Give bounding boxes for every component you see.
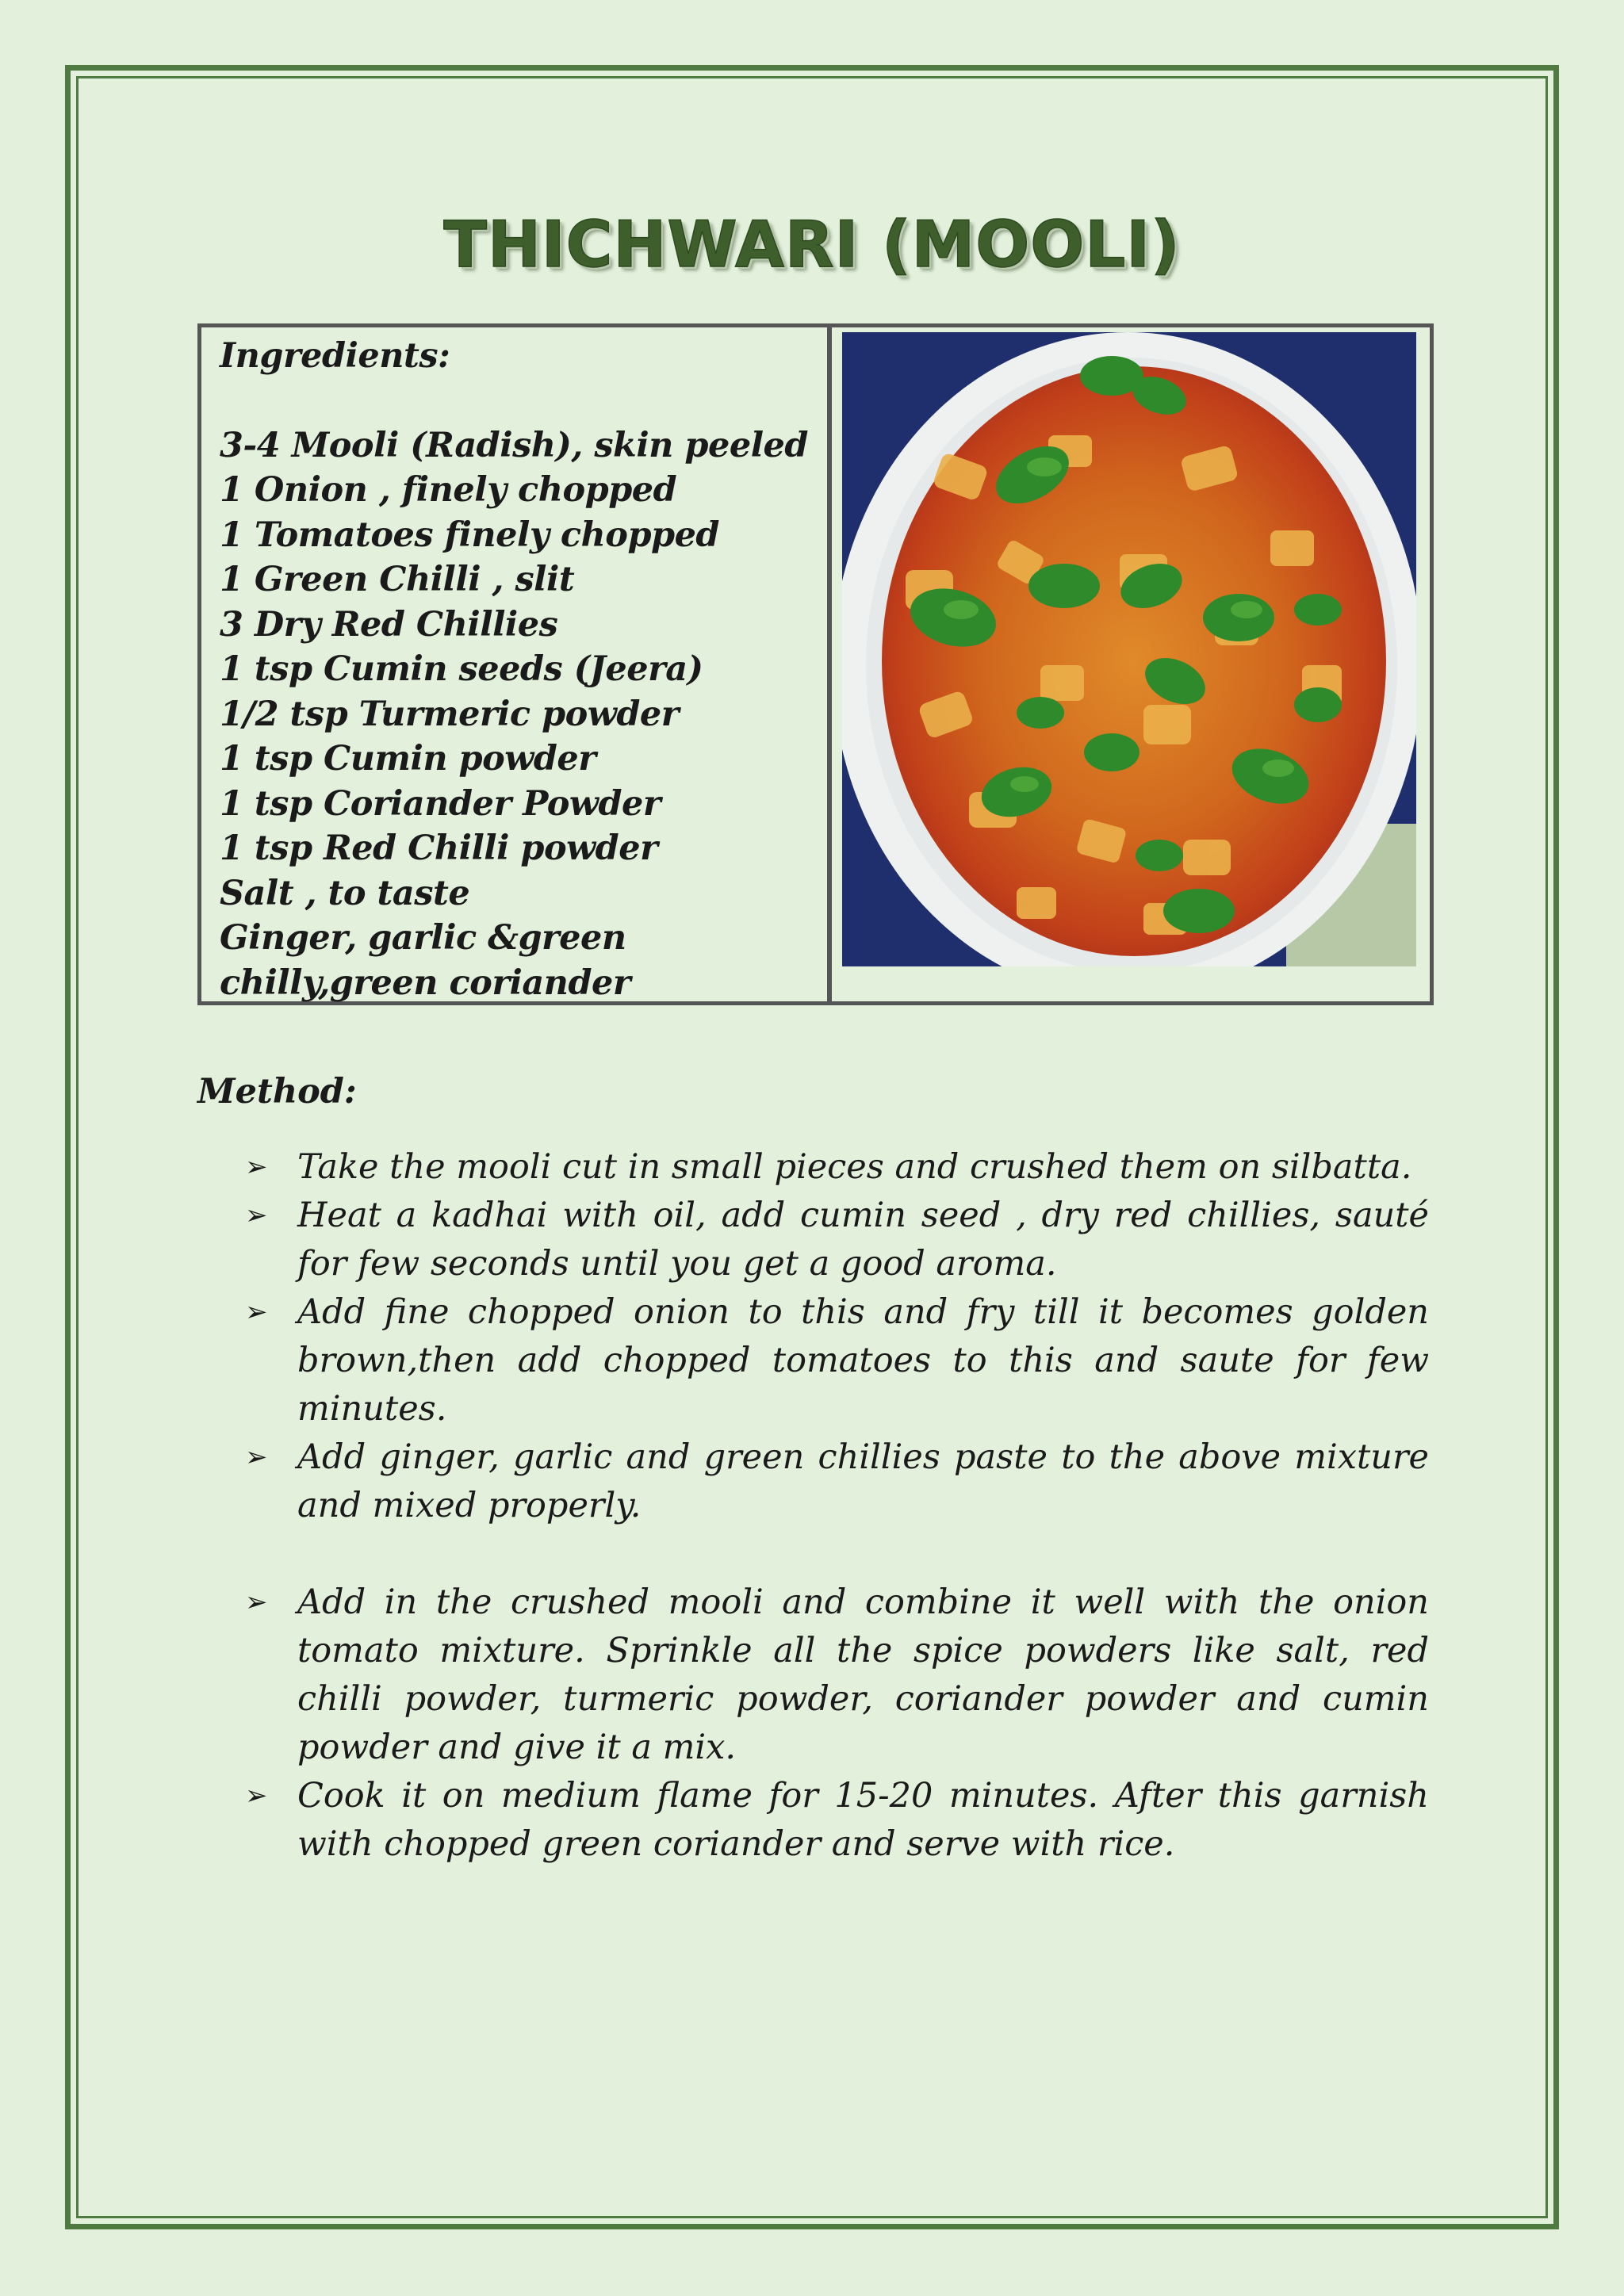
ingredient-item: Salt , to taste — [220, 873, 470, 913]
ingredient-item: 3 Dry Red Chillies — [220, 604, 558, 645]
arrow-bullet-icon: ➢ — [245, 1151, 268, 1183]
method-step-text: Add fine chopped onion to this and fry till it becomes golden brown,then add chopped tomatoes to this and saute for few minutes. — [297, 1292, 1429, 1429]
method-step — [242, 1143, 1429, 1192]
ingredient-item: 1 tsp Coriander Powder — [220, 783, 661, 824]
arrow-bullet-icon: ➢ — [245, 1780, 268, 1812]
ingredient-item: 1 tsp Cumin powder — [220, 739, 596, 779]
method-step — [242, 1288, 1429, 1433]
arrow-bullet-icon: ➢ — [245, 1586, 268, 1618]
ingredient-item: 1 tsp Cumin seeds (Jeera) — [220, 649, 703, 689]
ingredient-item: 1 tsp Red Chilli powder — [220, 828, 658, 868]
ingredient-item: Ginger, garlic &green chilly,green coriander — [220, 918, 631, 1003]
arrow-bullet-icon: ➢ — [245, 1296, 268, 1328]
arrow-bullet-icon: ➢ — [245, 1441, 268, 1473]
arrow-bullet-icon: ➢ — [245, 1200, 268, 1231]
ingredients-table — [197, 323, 1434, 1005]
ingredient-item: 1 Green Chilli , slit — [220, 560, 575, 599]
method-step — [242, 1578, 1429, 1772]
method-step — [242, 1772, 1429, 1869]
ingredients-heading: Ingredients: — [220, 336, 450, 376]
ingredients-list — [220, 423, 827, 1006]
ingredient-item: 1 Tomatoes finely chopped — [220, 515, 720, 555]
method-step-text: Take the mooli cut in small pieces and crushed them on silbatta. — [297, 1147, 1412, 1187]
image-cell — [832, 327, 1430, 1001]
ingredient-item: 3-4 Mooli (Radish), skin peeled — [220, 425, 808, 465]
method-step — [242, 1192, 1429, 1288]
method-step-text: Cook it on medium flame for 15-20 minutes. After this garnish with chopped green coriander and serve with rice. — [297, 1776, 1429, 1864]
ingredients-cell — [201, 327, 832, 1001]
ingredient-item: 1 Onion , finely chopped — [220, 470, 677, 510]
method-step — [242, 1433, 1429, 1530]
recipe-title: THICHWARI (MOOLI) — [443, 208, 1181, 281]
ingredient-item: 1/2 tsp Turmeric powder — [220, 694, 679, 734]
method-step-text: Add ginger, garlic and green chillies paste to the above mixture and mixed properly. — [297, 1437, 1429, 1525]
method-heading: Method: — [197, 1072, 357, 1112]
method-step-text: Heat a kadhai with oil, add cumin seed , dry red chillies, sauté for few seconds until you get a good aroma. — [297, 1196, 1429, 1284]
method-steps — [242, 1143, 1429, 1869]
dish-photo — [842, 332, 1416, 966]
method-step-text: Add in the crushed mooli and combine it well with the onion tomato mixture. Sprinkle all the spice powders like salt, red chilli powder, turmeric powder, coriander powder and cumin powder and give it a mix. — [297, 1582, 1429, 1767]
